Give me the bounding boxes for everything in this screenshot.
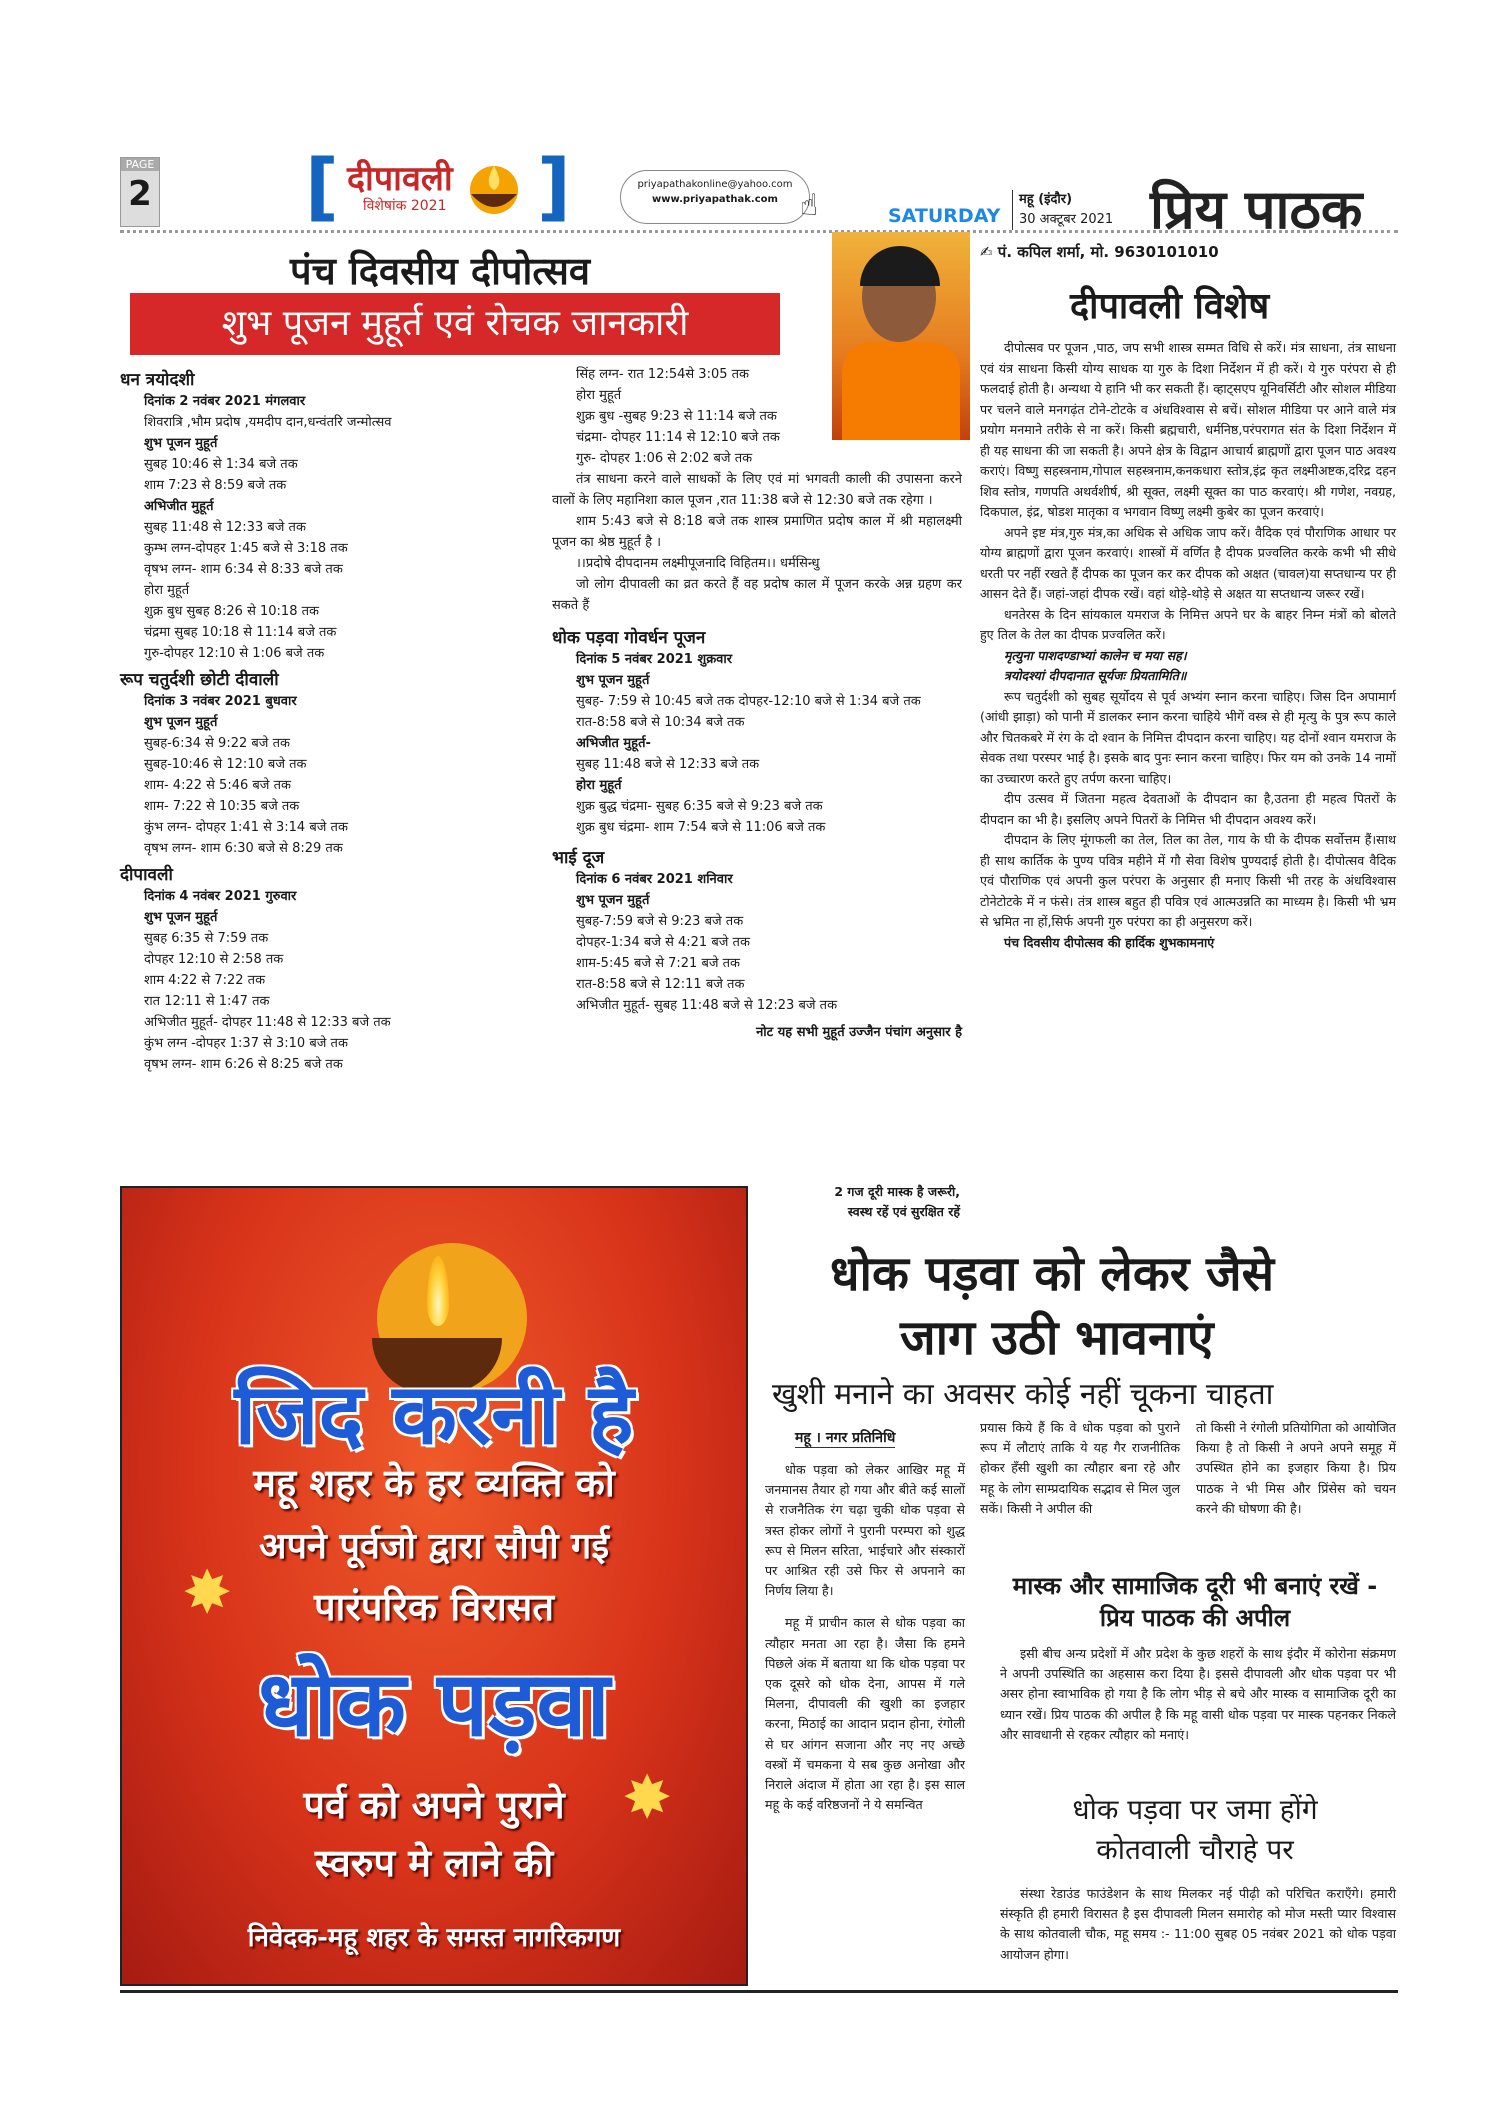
byline-text: पं. कपिल शर्मा, मो. 9630101010 <box>997 243 1219 261</box>
text-line: शुक्र बुध -सुबह 9:23 से 11:14 बजे तक <box>576 409 777 424</box>
logo-text: दीपावली <box>347 159 453 199</box>
article-headline-2: जाग उठी भावनाएं <box>900 1310 1214 1366</box>
section-date: दिनांक 6 नवंबर 2021 शनिवार <box>576 872 733 887</box>
text-line: होरा मुहूर्त <box>144 583 190 598</box>
article-subheading: मास्क और सामाजिक दूरी भी बनाएं रखें - प्रिय पाठक की अपील <box>1012 1572 1378 1632</box>
text-line: शाम- 7:22 से 10:35 बजे तक <box>144 799 300 814</box>
mask-notice <box>760 1182 960 1222</box>
dhok-padwa-advertisement <box>120 1186 748 1986</box>
article-title: दीपावली विशेष <box>1070 286 1270 327</box>
sub-heading: शुभ पूजन मुहूर्त <box>144 715 218 730</box>
paragraph: धनतेरस के दिन सांयकाल यमराज के निमित्त अपने घर के बाहर निम्न मंत्रों को बोलते हुए तिल के तेल का दीपक प्रज्वलित करें। <box>980 606 1396 642</box>
text-line: सुबह- 7:59 से 10:45 बजे तक दोपहर-12:10 बजे से 1:34 बजे तक <box>576 694 921 709</box>
ad-line: पर्व को अपने पुराने <box>303 1782 565 1827</box>
text-line: शुक्र बुद्ध चंद्रमा- सुबह 6:35 बजे से 9:23 बजे तक <box>576 799 823 814</box>
sub-heading: शुभ पूजन मुहूर्त <box>144 436 218 451</box>
diwali-special-logo <box>305 144 571 230</box>
website-link[interactable]: www.priyapathak.com <box>652 194 778 205</box>
paragraph: दीप उत्सव में जितना महत्व देवताओं के दीपदान का है,उतना ही महत्व पितरों के दीपदान का भी है। इसलिए अपने पितरों के निमित्त भी दीपदान अवश्य करें। <box>980 791 1396 827</box>
ad-line: अपने पूर्वजो द्वारा सौपी गई <box>258 1525 609 1567</box>
page-label: PAGE <box>121 158 159 171</box>
text-line: शुक्र बुध चंद्रमा- शाम 7:54 बजे से 11:06 बजे तक <box>576 820 826 835</box>
page-number: 2 <box>128 174 152 214</box>
section-date: दिनांक 2 नवंबर 2021 मंगलवार <box>144 394 306 409</box>
paragraph: जो लोग दीपावली का व्रत करते हैं वह प्रदोष काल में पूजन करके अन्न ग्रहण कर सकते हैं <box>552 577 962 613</box>
text-line: सुबह 11:48 बजे से 12:33 बजे तक <box>576 757 760 772</box>
newspaper-name: प्रिय पाठक <box>1150 177 1363 241</box>
article-column-3: तो किसी ने रंगोली प्रतियोगिता को आयोजित किया है तो किसी ने अपने अपने समूह में उपस्थित होने का इजहार किया है। प्रिय पाठक ने भी मिस और प्रिंसेस को चयन करने की घोषणा की है। <box>1196 1420 1396 1516</box>
article-column-2: प्रयास किये हैं कि वे धोक पड़वा को पुराने रूप में लौटाएं ताकि ये यह गैर राजनीतिक होकर हँसी खुशी का त्यौहार बना रहे और महू के लोग साम्प्रदायिक सद्भाव से मिल जुल सकें। किसी ने अपील की <box>980 1420 1180 1516</box>
bracket-left-icon: [ <box>305 144 339 230</box>
text-line: शुक्र बुध सुबह 8:26 से 10:18 तक <box>144 604 319 619</box>
paragraph: तंत्र साधना करने वाले साधकों के लिए एवं मां भगवती काली की उपासना करने वालों के लिए महानिशा काल पूजन ,रात 11:38 बजे से 12:30 बजे तक रहेगा । <box>552 472 962 508</box>
section-heading: धोक पड़वा गोवर्धन पूजन <box>552 628 706 648</box>
contact-badge <box>620 170 810 224</box>
ad-signature: निवेदक-महू शहर के समस्त नागरिकगण <box>247 1923 621 1953</box>
text-line: रात 12:11 से 1:47 तक <box>144 994 270 1009</box>
email-link[interactable]: priyapathakonline@yahoo.com <box>637 179 793 190</box>
text-line: सिंह लग्न- रात 12:54से 3:05 तक <box>576 367 750 382</box>
text-line: चंद्रमा- दोपहर 11:14 से 12:10 बजे तक <box>576 430 780 445</box>
paragraph: धोक पड़वा को लेकर आखिर महू में जनमानस तैयार हो गया और बीते कई सालों से राजनैतिक रंग चढ़ा चुकी धोक पड़वा से त्रस्त होकर लोगों ने पुरानी परम्परा को शुद्ध रूप से मिलन सरिता, भाईचारे और संस्कारों पर आश्रित रही उसे फिर से अपनाने का निर्णय लिया है। <box>765 1462 965 1599</box>
article-headline-1: धोक पड़वा को लेकर जैसे <box>830 1246 1275 1302</box>
mantra-line: त्रयोदश्यां दीपदानात सूर्यजः प्रियतामिति॥ <box>1004 668 1187 683</box>
bracket-right-icon: ] <box>537 144 571 230</box>
article-column-1 <box>765 1460 965 1815</box>
mask-notice-line: 2 गज दूरी मास्क है जरूरी, <box>834 1184 960 1199</box>
article-subheading-2 <box>1000 1790 1390 1870</box>
sub-heading: शुभ पूजन मुहूर्त <box>576 893 650 908</box>
logo-sub: विशेषांक 2021 <box>363 198 447 214</box>
sparkle-icon: ✸ <box>622 1763 673 1833</box>
mask-notice-line: स्वस्थ रहें एवं सुरक्षित रहें <box>847 1204 960 1219</box>
text-line: दोपहर-1:34 बजे से 4:21 बजे तक <box>576 935 750 950</box>
dateline <box>1012 190 1113 230</box>
section-date: दिनांक 3 नवंबर 2021 बुधवार <box>144 694 297 709</box>
mantra-line: मृत्युना पाशदण्डाभ्यां कालेन च मया सह। <box>1004 647 1187 663</box>
text-line: शाम-5:45 बजे से 7:21 बजे तक <box>576 956 741 971</box>
diya-icon <box>465 160 523 218</box>
text-line: चंद्रमा सुबह 10:18 से 11:14 बजे तक <box>144 625 337 640</box>
sub-heading: अभिजीत मुहूर्त- <box>576 736 651 751</box>
page-number-box <box>120 157 160 227</box>
text-line: वृषभ लग्न- शाम 6:30 बजे से 8:29 तक <box>144 841 343 856</box>
text-line: शाम- 4:22 से 5:46 बजे तक <box>144 778 291 793</box>
lead-title: पंच दिवसीय दीपोत्सव <box>290 249 591 293</box>
article-deck: खुशी मनाने का अवसर कोई नहीं चूकना चाहता <box>772 1377 1274 1412</box>
section-heading: भाई दूज <box>552 848 605 868</box>
bottom-rule <box>120 1990 1398 1993</box>
text-line: शाम 4:22 से 7:22 तक <box>144 973 266 988</box>
ad-festival-name: धोक पड़वा <box>258 1651 610 1757</box>
text-line: सुबह-10:46 से 12:10 बजे तक <box>144 757 307 772</box>
text-line: वृषभ लग्न- शाम 6:26 से 8:25 बजे तक <box>144 1057 343 1072</box>
diwali-special-column <box>980 338 1396 953</box>
text-line: गुरु- दोपहर 1:06 से 2:02 बजे तक <box>576 451 753 466</box>
section-date: दिनांक 5 नवंबर 2021 शुक्रवार <box>576 652 733 667</box>
day-name: SATURDAY <box>888 205 1001 227</box>
sub-heading: शुभ पूजन मुहूर्त <box>144 910 218 925</box>
text-line: अभिजीत मुहूर्त- दोपहर 11:48 से 12:33 बजे तक <box>144 1015 391 1030</box>
article-paragraph: संस्था रेडाउंड फाउंडेशन के साथ मिलकर नई पीढ़ी को परिचित कराएँगे। हमारी संस्कृति ही हमारी विरासत है इस दीपावली मिलन समारोह को मोज मस्ती प्यार विश्वास के साथ कोतवाली चौक, महू समय :- 11:00 सुबह 05 नवंबर 2021 को धोक पड़वा आयोजन होगा। <box>1000 1886 1396 1962</box>
section-heading: दीपावली <box>120 865 173 885</box>
sub-heading: अभिजीत मुहूर्त <box>144 499 214 514</box>
text-line: सुबह-6:34 से 9:22 बजे तक <box>144 736 290 751</box>
sub-heading: शुभ पूजन मुहूर्त <box>576 673 650 688</box>
text-line: गुरु-दोपहर 12:10 से 1:06 बजे तक <box>144 646 325 661</box>
reporter-credit: महू । नगर प्रतिनिधि <box>795 1430 896 1446</box>
section-heading: रूप चतुर्दशी छोटी दीवाली <box>120 670 279 690</box>
text-line: वृषभ लग्न- शाम 6:34 से 8:33 बजे तक <box>144 562 343 577</box>
paragraph: दीपोत्सव पर पूजन ,पाठ, जप सभी शास्त्र सम्मत विधि से करें। मंत्र साधना, तंत्र साधना एवं यंत्र साधना किसी योग्य साधक या गुरु के दिशा निर्देशन में ही करें। ये गुरु परंपरा से ही फलदाई होती है। अन्यथा ये हानि भी कर सकती हैं। व्हाट्सएप यूनिवर्सिटी और सोशल मीडिया पर चलने वाले मनगढ़ंत टोने-टोटके व अंधविश्वास से बचें। सोशल मीडिया पर आने वाले मंत्र प्रयोग मनमाने तरीके से ना करें। किसी ब्रह्मचारी, धर्मनिष्ठ,परंपरागत संत के दिशा निर्देशन में ही यह साधना की जा सकती है। अपने क्षेत्र के विद्वान आचार्य ब्राह्मणों द्वारा पूजन पाठ अवश्य कराएं। विष्णु सहस्त्रनाम,गोपाल सहस्त्रनाम,कनकधारा स्तोत्र,इंद्र कृत लक्ष्मीअष्टक,दरिद्र दहन शिव स्तोत्र, गणपति अथर्वशीर्ष, श्री सूक्त, लक्ष्मी सूक्त का पाठ करवाएं। श्री गणेश, नवग्रह, दिकपाल, इंद्र, षोडश मातृका व भगवान विष्णु लक्ष्मी कुबेर का पूजन करवाएं। <box>980 340 1396 519</box>
byline <box>980 242 1219 262</box>
paragraph: ।।प्रदोषे दीपदानम लक्ष्मीपूजनादि विहितम।। धर्मसिन्धु <box>576 556 820 571</box>
text-line: होरा मुहूर्त <box>576 388 622 403</box>
issue-date: 30 अक्टूबर 2021 <box>1019 212 1114 227</box>
paragraph: अपने इष्ट मंत्र,गुरु मंत्र,का अधिक से अधिक जाप करें। वैदिक एवं पौराणिक आधार पर योग्य ब्राह्मणों द्वारा पूजन करवाएं। शास्त्रों में वर्णित है दीपक प्रज्वलित करके कभी भी सीधे धरती पर नहीं रखते हैं दीपक का पूजन कर कर दीपक को अक्षत (चावल)या सप्तधान्य पर ही आसन देते हैं। जहां-जहां दीपक रखें। वहां थोड़े-थोड़े से अक्षत या सप्तधान्य जरूर रखें। <box>980 524 1396 601</box>
paragraph: रूप चतुर्दशी को सुबह सूर्योदय से पूर्व अभ्यंग स्नान करना चाहिए। जिस दिन अपामार्ग (आंधी झाड़ा) को पानी में डालकर स्नान करना चाहिये भीगें वस्त्र से ही मृत्यु के पुत्र रूप काले और चितकबरे में रंग के दो श्वान के निमित्त दीपदान करना चाहिए। यह दोनों श्वान यमराज के सेवक तथा परस्पर भाई है। इसके बाद पुनः स्नान करना चाहिए। फिर यम को उनके 14 नामों का उच्चारण करते हुए तर्पण करना चाहिए। <box>980 688 1396 786</box>
section-heading: धन त्रयोदशी <box>120 370 195 390</box>
ad-line: स्वरुप मे लाने की <box>314 1840 554 1885</box>
greeting-line: पंच दिवसीय दीपोत्सव की हार्दिक शुभकामनाएं <box>1004 934 1215 950</box>
sub-heading: होरा मुहूर्त <box>576 778 622 793</box>
muhurat-column-2 <box>552 364 962 1043</box>
masthead-divider <box>120 230 1398 233</box>
pen-icon: ✍ <box>980 243 998 261</box>
text-line: कुम्भ लग्न-दोपहर 1:45 बजे से 3:18 तक <box>144 541 348 556</box>
subheading-line: कोतवाली चौराहे पर <box>1096 1833 1294 1866</box>
article-paragraph: इसी बीच अन्य प्रदेशों में और प्रदेश के कुछ शहरों के साथ इंदौर में कोरोना संक्रमण ने अपनी उपस्थिति का अहसास करा दिया है। इससे दीपावली और धोक पड़वा पर भी असर होना स्वाभाविक हो गया है कि लोग भीड़ से बचे और मास्क व सामाजिक दूरी का ध्यान रखें। प्रिय पाठक की अपील है कि महू वासी धोक पड़वा पर मास्क पहनकर निकले और सावधानी से रहकर त्यौहार को मनाएं। <box>1000 1646 1396 1742</box>
text-line: शाम 7:23 से 8:59 बजे तक <box>144 478 287 493</box>
text-line: रात-8:58 बजे से 10:34 बजे तक <box>576 715 745 730</box>
ad-headline: जिद करनी है <box>234 1364 634 1463</box>
paragraph: दीपदान के लिए मूंगफली का तेल, तिल का तेल, गाय के घी के दीपक सर्वोत्तम हैं।साथ ही साथ कार्तिक के पुण्य पवित्र महीने में गौ सेवा विशेष पुण्यदाई होती है। दीपोत्सव वैदिक एवं पौराणिक एवं अपनी कुल परंपरा के अनुसार ही मनाए किसी भी तरह के अंधविश्वास टोनेटोटके में न फंसे। तंत्र शास्त्र बहुत ही पवित्र एवं आत्मउन्नति का माध्यम है। किसी भी भ्रम से भ्रमित ना हों,सिर्फ अपनी गुरु परंपरा का ही अनुसरण करें। <box>980 832 1396 929</box>
place: महू (इंदौर) <box>1019 192 1073 207</box>
paragraph: महू में प्राचीन काल से धोक पड़वा का त्यौहार मनता आ रहा है। जैसा कि हमने पिछले अंक में बताया था कि धोक पड़वा पर एक दूसरे को धोक देना, आपस में गले मिलना, दीपावली की खुशी का इजहार करना, मिठाई का आदान प्रदान होना, रंगोली से घर आंगन सजाना और नए नए अच्छे वस्त्रों में चमकना ये सब कुछ अनोखा और निराले अंदाज में होता आ रहा है। इस साल महू के कई वरिष्ठजनों ने ये समन्वित <box>765 1615 965 1813</box>
section-date: दिनांक 4 नवंबर 2021 गुरुवार <box>144 889 297 904</box>
muhurat-column-1 <box>120 364 540 1075</box>
subheading-line: धोक पड़वा पर जमा होंगे <box>1072 1793 1318 1826</box>
panchang-note: नोट यह सभी मुहूर्त उज्जैन पंचांग अनुसार है <box>756 1025 962 1040</box>
text-line: सुबह-7:59 बजे से 9:23 बजे तक <box>576 914 744 929</box>
text-line: कुंभ लग्न -दोपहर 1:37 से 3:10 बजे तक <box>144 1036 348 1051</box>
text-line: सुबह 10:46 से 1:34 बजे तक <box>144 457 298 472</box>
pointing-hand-icon: ☝ <box>800 188 819 223</box>
text-line: शिवरात्रि ,भौम प्रदोष ,यमदीप दान,धन्वंतरि जन्मोत्सव <box>144 415 392 430</box>
text-line: कुंभ लग्न- दोपहर 1:41 से 3:14 बजे तक <box>144 820 348 835</box>
lead-banner: शुभ पूजन मुहूर्त एवं रोचक जानकारी <box>130 293 780 355</box>
text-line: सुबह 11:48 से 12:33 बजे तक <box>144 520 306 535</box>
text-line: दोपहर 12:10 से 2:58 तक <box>144 952 284 967</box>
ad-line: महू शहर के हर व्यक्ति को <box>253 1460 615 1505</box>
text-line: सुबह 6:35 से 7:59 तक <box>144 931 269 946</box>
ad-line: पारंपरिक विरासत <box>313 1584 555 1629</box>
text-line: रात-8:58 बजे से 12:11 बजे तक <box>576 977 745 992</box>
text-line: अभिजीत मुहूर्त- सुबह 11:48 बजे से 12:23 बजे तक <box>576 998 838 1013</box>
paragraph: शाम 5:43 बजे से 8:18 बजे तक शास्त्र प्रमाणित प्रदोष काल में श्री महालक्ष्मी पूजन का श्रेष्ठ मुहूर्त है । <box>552 514 962 550</box>
sparkle-icon: ✸ <box>182 1558 233 1628</box>
